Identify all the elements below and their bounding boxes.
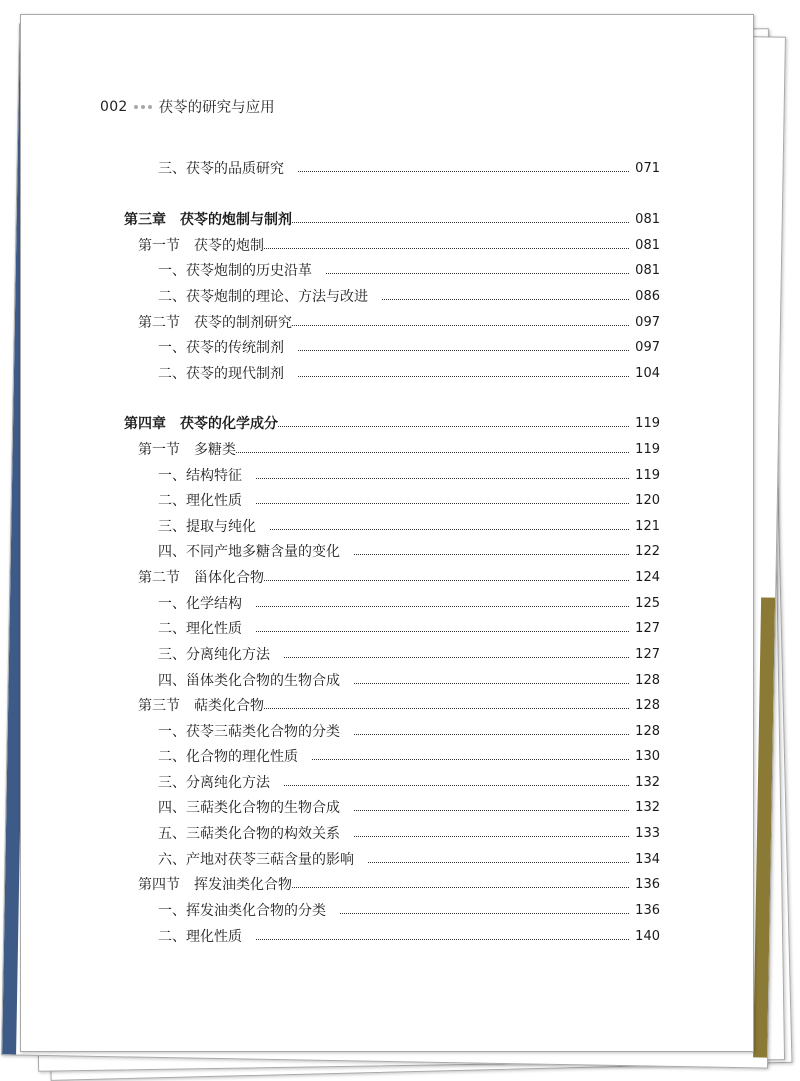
toc-entry-page: 127: [635, 646, 660, 662]
dot-leader: [264, 248, 629, 249]
toc-entry-title: 第一节 茯苓的炮制: [138, 238, 264, 254]
toc-entry-title: 四、三萜类化合物的生物合成: [158, 800, 340, 816]
toc-entry-item: [158, 617, 660, 639]
dot-leader: [298, 171, 629, 172]
toc-entry-item: [158, 848, 660, 870]
toc-entry-page: 136: [635, 902, 660, 918]
toc-entry-page: 119: [635, 415, 660, 431]
dot-leader: [256, 478, 629, 479]
toc-entry-page: 132: [635, 774, 660, 790]
toc-entry-page: 133: [635, 825, 660, 841]
dot-leader: [354, 554, 629, 555]
toc-entry-page: 119: [635, 467, 660, 483]
dot-leader: [264, 708, 629, 709]
toc-entry-item: [158, 259, 660, 281]
toc-entry-item: [158, 925, 660, 947]
toc-entry-item: [158, 771, 660, 793]
toc-entry-section: [138, 873, 660, 895]
toc-entry-title: 第四章 茯苓的化学成分: [124, 416, 278, 432]
toc-entry-page: 128: [635, 723, 660, 739]
dot-leader: [292, 325, 629, 326]
toc-entry-page: 086: [635, 288, 660, 304]
toc-entry-section: [138, 438, 660, 460]
toc-entry-title: 一、茯苓炮制的历史沿革: [158, 263, 312, 279]
toc-entry-page: 081: [635, 237, 660, 253]
toc-entry-item: [158, 464, 660, 486]
toc-entry-title: 二、理化性质: [158, 929, 242, 945]
toc-entry-item: [158, 899, 660, 921]
toc-entry-section: [138, 311, 660, 333]
toc-entry-title: 一、挥发油类化合物的分类: [158, 903, 326, 919]
toc-entry-item: [158, 720, 660, 742]
toc-entry-page: 081: [635, 211, 660, 227]
dot-leader: [292, 887, 629, 888]
dot-leader: [382, 299, 629, 300]
toc-entry-page: 122: [635, 543, 660, 559]
toc-entry-title: 第三节 萜类化合物: [138, 698, 264, 714]
dot-leader: [298, 376, 629, 377]
dot-leader: [312, 759, 629, 760]
toc-entry-page: 124: [635, 569, 660, 585]
toc-entry-page: 120: [635, 492, 660, 508]
toc-entry-title: 第三章 茯苓的炮制与制剂: [124, 212, 292, 228]
toc-entry-item: [158, 669, 660, 691]
dot-leader: [354, 810, 629, 811]
toc-entry-item: [158, 515, 660, 537]
toc-entry-title: 四、甾体类化合物的生物合成: [158, 673, 340, 689]
toc-entry-title: 第一节 多糖类: [138, 442, 236, 458]
dot-leader: [278, 426, 629, 427]
document-page: [20, 14, 752, 1050]
toc-entry-title: 第二节 甾体化合物: [138, 570, 264, 586]
toc-entry-page: 128: [635, 697, 660, 713]
toc-entry-item: [158, 822, 660, 844]
toc-entry-chapter: [124, 412, 660, 434]
dot-leader: [256, 631, 629, 632]
toc-entry-page: 136: [635, 876, 660, 892]
toc-entry-title: 一、茯苓的传统制剂: [158, 340, 284, 356]
dot-leader: [256, 939, 629, 940]
toc-entry-item: [158, 540, 660, 562]
toc-entry-page: 125: [635, 595, 660, 611]
toc-entry-page: 097: [635, 314, 660, 330]
toc-entry-title: 二、茯苓炮制的理论、方法与改进: [158, 289, 368, 305]
toc-entry-section: [138, 566, 660, 588]
dot-leader: [292, 222, 629, 223]
toc-entry-title: 三、分离纯化方法: [158, 647, 270, 663]
toc-entry-page: 134: [635, 851, 660, 867]
toc-entry-page: 127: [635, 620, 660, 636]
toc-entry-item: [158, 157, 660, 179]
dot-leader: [368, 862, 629, 863]
toc-entry-item: [158, 362, 660, 384]
toc-entry-item: [158, 489, 660, 511]
toc-entry-title: 一、结构特征: [158, 468, 242, 484]
toc-entry-item: [158, 796, 660, 818]
dot-leader: [256, 503, 629, 504]
dot-leader: [270, 529, 629, 530]
toc-entry-page: 097: [635, 339, 660, 355]
toc-entry-title: 二、理化性质: [158, 493, 242, 509]
toc-entry-page: 132: [635, 799, 660, 815]
toc-entry-title: 六、产地对茯苓三萜含量的影响: [158, 852, 354, 868]
dot-leader: [284, 785, 629, 786]
toc-entry-title: 第四节 挥发油类化合物: [138, 877, 292, 893]
dot-leader: [264, 580, 629, 581]
dot-leader: [354, 734, 629, 735]
toc-entry-item: [158, 745, 660, 767]
toc-entry-page: 140: [635, 928, 660, 944]
toc-entry-page: 128: [635, 672, 660, 688]
toc-entry-title: 一、茯苓三萜类化合物的分类: [158, 724, 340, 740]
dot-leader: [340, 913, 629, 914]
toc-entry-title: 三、茯苓的品质研究: [158, 161, 284, 177]
toc-entry-title: 四、不同产地多糖含量的变化: [158, 544, 340, 560]
toc-entry-page: 130: [635, 748, 660, 764]
dot-leader: [236, 452, 629, 453]
toc-entry-item: [158, 643, 660, 665]
dot-leader: [256, 606, 629, 607]
toc-entry-title: 五、三萜类化合物的构效关系: [158, 826, 340, 842]
toc-entry-chapter: [124, 208, 660, 230]
toc-entry-item: [158, 285, 660, 307]
toc-entry-title: 第二节 茯苓的制剂研究: [138, 315, 292, 331]
toc-entry-page: 081: [635, 262, 660, 278]
toc-entry-section: [138, 234, 660, 256]
toc-entry-page: 121: [635, 518, 660, 534]
dot-leader: [354, 683, 629, 684]
table-of-contents: [20, 14, 752, 1050]
dot-leader: [326, 273, 629, 274]
toc-entry-page: 119: [635, 441, 660, 457]
toc-entry-title: 二、理化性质: [158, 621, 242, 637]
toc-entry-page: 071: [635, 160, 660, 176]
toc-entry-title: 三、分离纯化方法: [158, 775, 270, 791]
dot-leader: [284, 657, 629, 658]
dot-leader: [354, 836, 629, 837]
toc-entry-section: [138, 694, 660, 716]
toc-entry-title: 三、提取与纯化: [158, 519, 256, 535]
toc-entry-title: 二、茯苓的现代制剂: [158, 366, 284, 382]
book-title: 茯苓的研究与应用: [158, 100, 275, 116]
toc-entry-item: [158, 336, 660, 358]
toc-entry-item: [158, 592, 660, 614]
toc-entry-title: 一、化学结构: [158, 596, 242, 612]
toc-entry-page: 104: [635, 365, 660, 381]
toc-entry-title: 二、化合物的理化性质: [158, 749, 298, 765]
dot-leader: [298, 350, 629, 351]
page-number: 002: [100, 98, 128, 115]
